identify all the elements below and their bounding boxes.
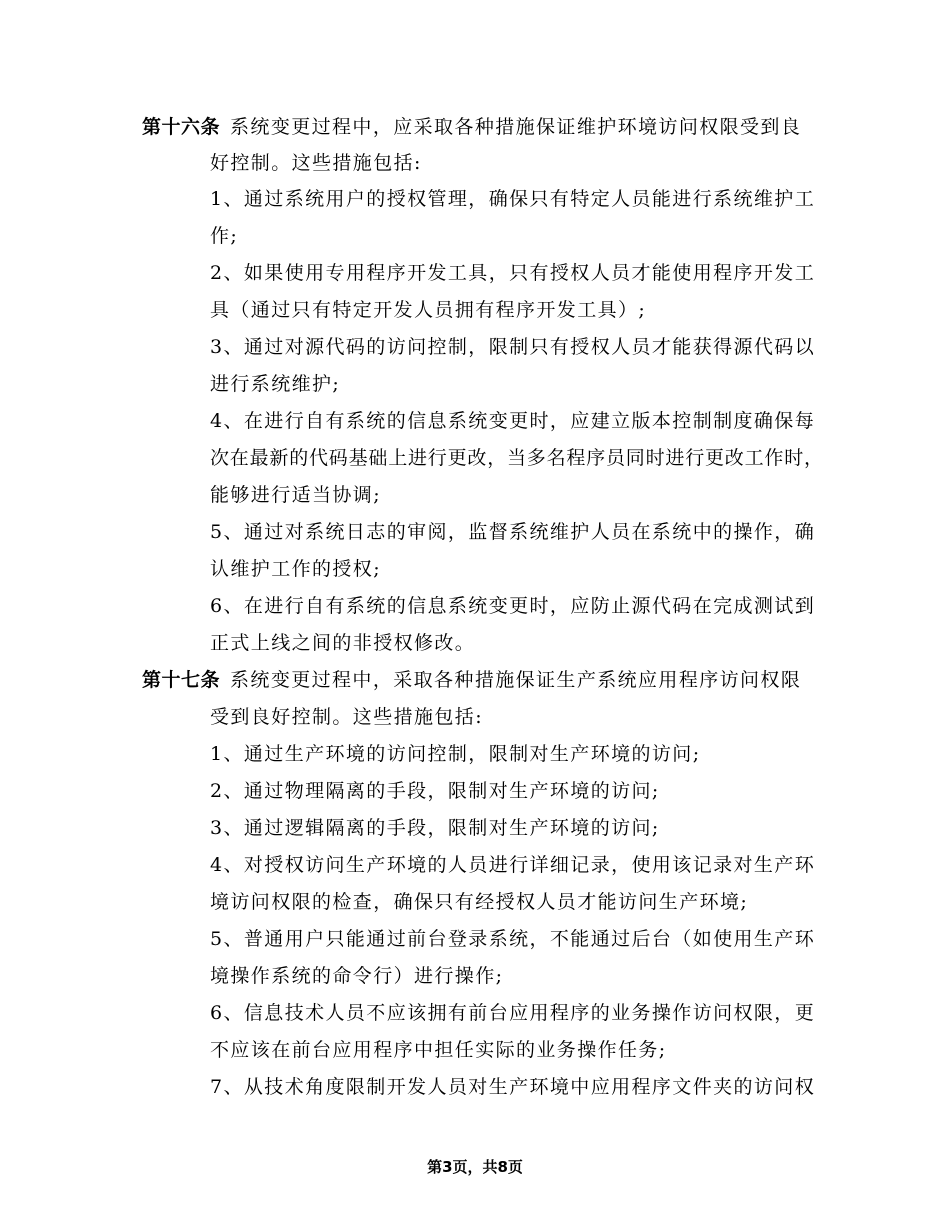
- article-16-heading-cont: 好控制。这些措施包括:: [210, 152, 422, 174]
- article-16-item-2: 2、如果使用专用程序开发工具，只有授权人员才能使用程序开发工: [210, 262, 816, 284]
- article-16-item-5: 5、通过对系统日志的审阅，监督系统维护人员在系统中的操作，确: [210, 521, 816, 543]
- article-16-item-1: 1、通过系统用户的授权管理，确保只有特定人员能进行系统维护工: [210, 188, 816, 210]
- article-16-item-4: 4、在进行自有系统的信息系统变更时，应建立版本控制制度确保每: [210, 410, 816, 432]
- article-16-item-4-cont: 次在最新的代码基础上进行更改，当多名程序员同时进行更改工作时，: [210, 447, 824, 469]
- article-17-item-6: 6、信息技术人员不应该拥有前台应用程序的业务操作访问权限，更: [210, 1002, 816, 1024]
- article-16-item-6-cont: 正式上线之间的非授权修改。: [210, 632, 476, 654]
- article-17-item-5: 5、普通用户只能通过前台登录系统，不能通过后台（如使用生产环: [210, 928, 816, 950]
- article-16-item-5-cont: 认维护工作的授权;: [210, 558, 382, 580]
- article-17-item-4-cont: 境访问权限的检查，确保只有经授权人员才能访问生产环境;: [210, 891, 749, 913]
- article-17-heading: [142, 668, 801, 692]
- article-16-item-1-cont: 作;: [210, 225, 239, 247]
- article-17-item-1: 1、通过生产环境的访问控制，限制对生产环境的访问;: [210, 743, 701, 765]
- article-16-label: 第十六条: [142, 116, 221, 138]
- article-17-heading-text: 系统变更过程中，采取各种措施保证生产系统应用程序访问权限: [230, 669, 802, 691]
- article-16-item-6: 6、在进行自有系统的信息系统变更时，应防止源代码在完成测试到: [210, 595, 816, 617]
- article-16-heading-text: 系统变更过程中，应采取各种措施保证维护环境访问权限受到良: [230, 116, 802, 138]
- article-17-item-7: 7、从技术角度限制开发人员对生产环境中应用程序文件夹的访问权: [210, 1076, 816, 1098]
- article-16-item-3: 3、通过对源代码的访问控制，限制只有授权人员才能获得源代码以: [210, 336, 816, 358]
- article-17-item-2: 2、通过物理隔离的手段，限制对生产环境的访问;: [210, 780, 660, 802]
- article-16-heading: [142, 115, 801, 139]
- article-17-item-4: 4、对授权访问生产环境的人员进行详细记录，使用该记录对生产环: [210, 854, 816, 876]
- page-footer: 第3页，共8页: [427, 1158, 523, 1176]
- article-17-item-6-cont: 不应该在前台应用程序中担任实际的业务操作任务;: [210, 1039, 667, 1061]
- article-17-item-3: 3、通过逻辑隔离的手段，限制对生产环境的访问;: [210, 817, 660, 839]
- article-17-label: 第十七条: [142, 669, 221, 691]
- article-16-item-3-cont: 进行系统维护;: [210, 373, 341, 395]
- article-17-item-5-cont: 境操作系统的命令行）进行操作;: [210, 965, 504, 987]
- article-16-item-4-cont2: 能够进行适当协调;: [210, 484, 382, 506]
- article-16-item-2-cont: 具（通过只有特定开发人员拥有程序开发工具）;: [210, 299, 647, 321]
- article-17-heading-cont: 受到良好控制。这些措施包括:: [210, 706, 484, 728]
